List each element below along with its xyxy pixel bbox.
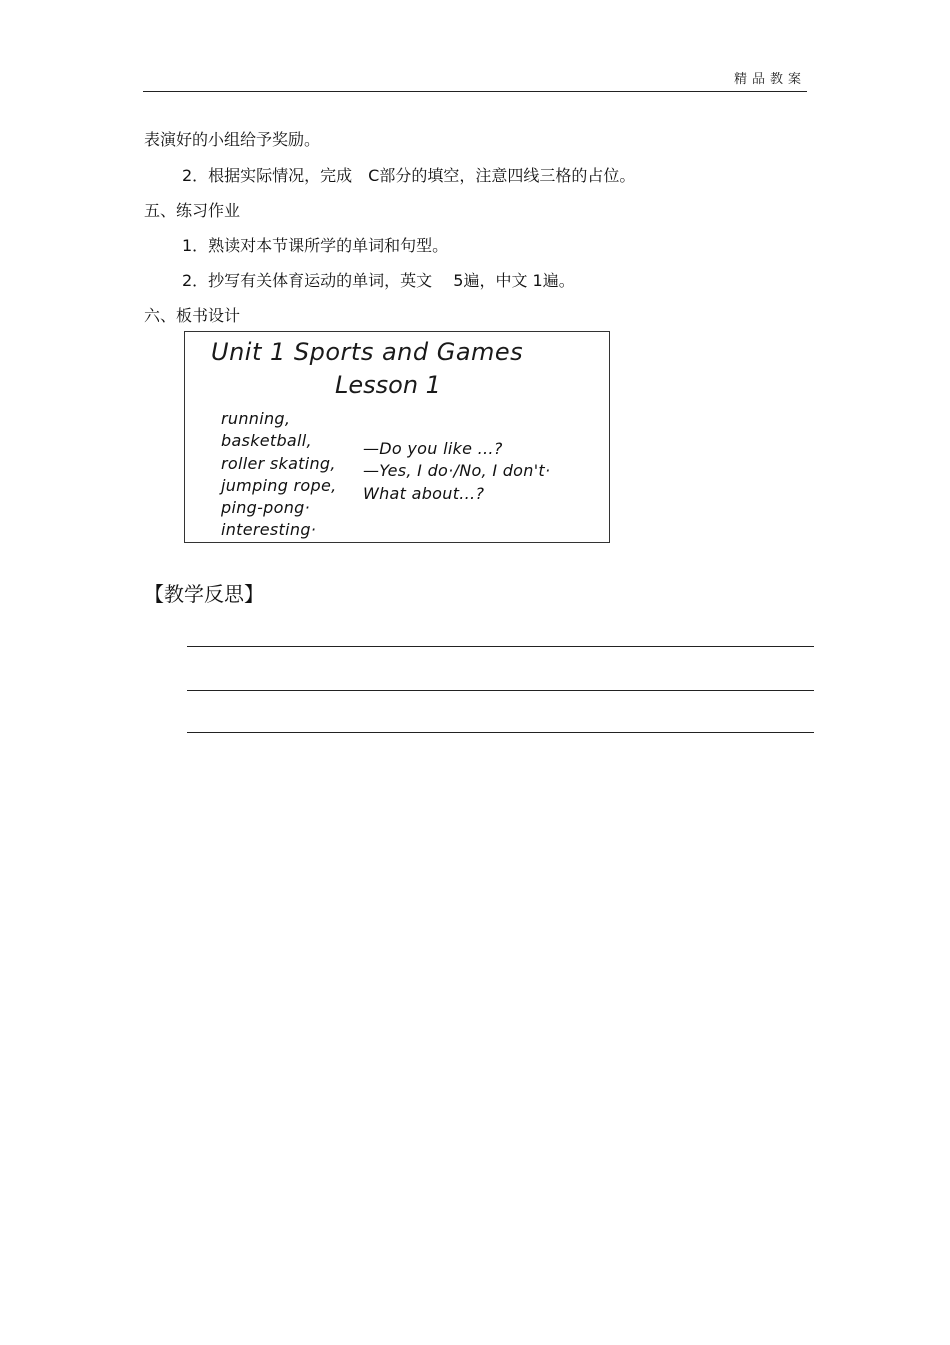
vocab-item: ping-pong· — [221, 498, 310, 518]
text-line-fill-blank: 2．根据实际情况，完成 C部分的填空，注意四线三格的占位。 — [182, 166, 636, 185]
header-label: 精品教案 — [733, 72, 806, 87]
section-heading-homework: 五、练习作业 — [144, 201, 241, 220]
vocab-item: basketball, — [221, 431, 312, 451]
section-heading-board-design: 六、板书设计 — [144, 306, 241, 325]
phrase-item: —Do you like ...? — [363, 439, 503, 458]
vocab-item: interesting· — [221, 520, 317, 540]
text-line-homework-1: 1．熟读对本节课所学的单词和句型。 — [182, 236, 449, 255]
phrase-item: —Yes, I do·/No, I don't· — [363, 461, 551, 481]
board-subtitle: Lesson 1 — [335, 371, 441, 399]
reflection-writing-line — [187, 732, 814, 733]
vocab-item: roller skating, — [221, 453, 336, 473]
board-vocab-list — [221, 408, 337, 542]
text-line-homework-2: 2．抄写有关体育运动的单词，英文 5遍，中文 1遍。 — [182, 271, 575, 290]
blackboard-design-box — [184, 331, 610, 543]
text-line-reward: 表演好的小组给予奖励。 — [144, 130, 321, 149]
reflection-heading: 【教学反思】 — [144, 582, 264, 606]
reflection-writing-line — [187, 646, 814, 647]
board-phrase-list — [363, 438, 550, 505]
vocab-item: running, — [221, 409, 291, 428]
reflection-writing-line — [187, 690, 814, 691]
vocab-item: jumping rope, — [221, 475, 337, 495]
phrase-item: What about...? — [363, 483, 485, 503]
header-rule — [143, 91, 807, 92]
board-title: Unit 1 Sports and Games — [211, 338, 524, 366]
